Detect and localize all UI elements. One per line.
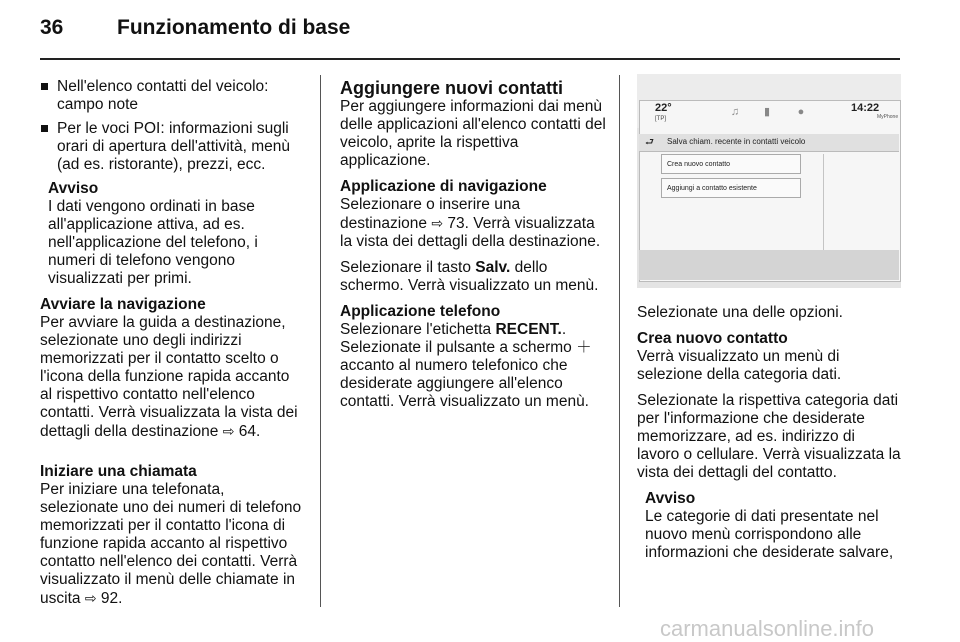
navapp-section [340, 178, 606, 251]
infotainment-screenshot [637, 74, 901, 288]
note-title: Avviso [48, 180, 99, 197]
note-text: I dati vengono ordinati in base all'applicazione attiva, ad es. nell'applicazione del telefono, i numeri di telefono vengono visualizzati per primi. [48, 198, 258, 287]
select-text: Selezionate una delle opzioni. [637, 304, 843, 321]
bullet-item [40, 78, 304, 114]
instruction-text: Selezionare l'etichetta [340, 321, 492, 338]
page-number: 36 [40, 16, 64, 39]
salv-key-label: Salv. [475, 259, 511, 276]
nav-section [40, 296, 304, 441]
section-heading: Applicazione telefono [340, 303, 501, 320]
section-text: Verrà visualizzato un menù di selezione della categoria dati. [637, 348, 842, 383]
page-title: Funzionamento di base [117, 16, 351, 39]
bullet-square-icon [41, 125, 48, 132]
column-1 [40, 78, 304, 616]
salv-instruction [340, 259, 606, 295]
instruction-text: dello schermo. Verrà visualizzato un menù. [340, 259, 599, 294]
create-section [637, 330, 901, 384]
bullet-text: Per le voci POI: informazioni sugli orari di apertura dell'attività, menù (ad es. ristorante), prezzi, ecc. [57, 120, 290, 173]
bullet-square-icon [41, 83, 48, 90]
section-text: Selezionare o inserire una destinazione [340, 196, 521, 232]
phone-section [340, 303, 606, 411]
section-heading: Iniziare una chiamata [40, 463, 197, 480]
note-box [637, 490, 901, 562]
page-ref-arrow-icon: ⇨ [222, 423, 235, 439]
column-divider [320, 75, 321, 607]
back-arrow-icon[interactable]: ⮐ [645, 137, 654, 148]
music-note-icon[interactable]: ♫ [730, 106, 740, 118]
screen-phone-label: MyPhone [877, 114, 899, 120]
create-contact-button[interactable]: Crea nuovo contatto [661, 154, 801, 174]
screen-temperature: 22° [655, 102, 672, 114]
screen-clock: 14:22 [851, 102, 880, 114]
screen-separator [823, 154, 824, 250]
page-ref[interactable]: 92. [100, 590, 123, 607]
column-3 [637, 304, 901, 570]
screen-title: Salva chiam. recente in contatti veicolo [667, 137, 806, 146]
section-title: Aggiungere nuovi contatti [340, 78, 563, 98]
section-heading: Avviare la navigazione [40, 296, 206, 313]
watermark: carmanualsonline.info [660, 616, 875, 641]
page-ref[interactable]: 73. Verrà visualizzata la vista dei dettagli della destinazione. [340, 215, 601, 250]
header-rule [40, 58, 900, 60]
section-text: Per iniziare una telefonata, selezionate uno dei numeri di telefono memorizzati per il contatto l'icona di funzione rapida accanto al rispettivo contatto nell'elenco dei contatti. Verrà visualizzato il menù delle chiamate in uscita [40, 481, 302, 607]
column-2 [340, 78, 606, 419]
screen-tp-label: [TP] [655, 116, 667, 122]
page-ref[interactable]: 64. [238, 423, 261, 440]
info-icon[interactable]: ● [797, 106, 805, 118]
note-text: Le categorie di dati presentate nel nuovo menù corrispondono alle informazioni che desiderate salvare, [645, 508, 894, 561]
instruction-text: Selezionare il tasto [340, 259, 471, 276]
phone-icon[interactable]: ▮ [763, 106, 771, 118]
screen-dock [639, 250, 899, 280]
page-ref-arrow-icon: ⇨ [431, 215, 444, 231]
instruction-text: . Selezionate il pulsante a schermo ＋ accanto al numero telefonico che desiderate aggiungere all'elenco contatti. Verrà visualizzato un menù. [340, 321, 592, 410]
call-section [40, 463, 304, 608]
section-heading: Applicazione di navigazione [340, 178, 547, 195]
add-existing-contact-button[interactable]: Aggiungi a contatto esistente [661, 178, 801, 198]
category-text: Selezionate la rispettiva categoria dati per l'informazione che desiderate memorizzare, ad es. indirizzo di lavoro o cellulare. Verrà visualizzata la vista dei dettagli del contatto. [637, 392, 901, 481]
bullet-item [40, 120, 304, 174]
bullet-text: Nell'elenco contatti del veicolo: campo note [57, 78, 269, 113]
intro-text: Per aggiungere informazioni dai menù delle applicazioni all'elenco contatti del veicolo, aprite la rispettiva applicazione. [340, 98, 606, 169]
column-divider [619, 75, 620, 607]
page-ref-arrow-icon: ⇨ [84, 590, 97, 606]
section-text: Per avviare la guida a destinazione, selezionate uno degli indirizzi memorizzati per il contatto scelto o l'icona della funzione rapida accanto al rispettivo contatto nell'elenco contatti. Verrà visualizzata la vista dei dettagli della destinazione [40, 314, 298, 440]
note-title: Avviso [645, 490, 696, 507]
section-heading: Crea nuovo contatto [637, 330, 788, 347]
note-box [40, 180, 304, 288]
recent-key-label: RECENT. [495, 321, 562, 338]
